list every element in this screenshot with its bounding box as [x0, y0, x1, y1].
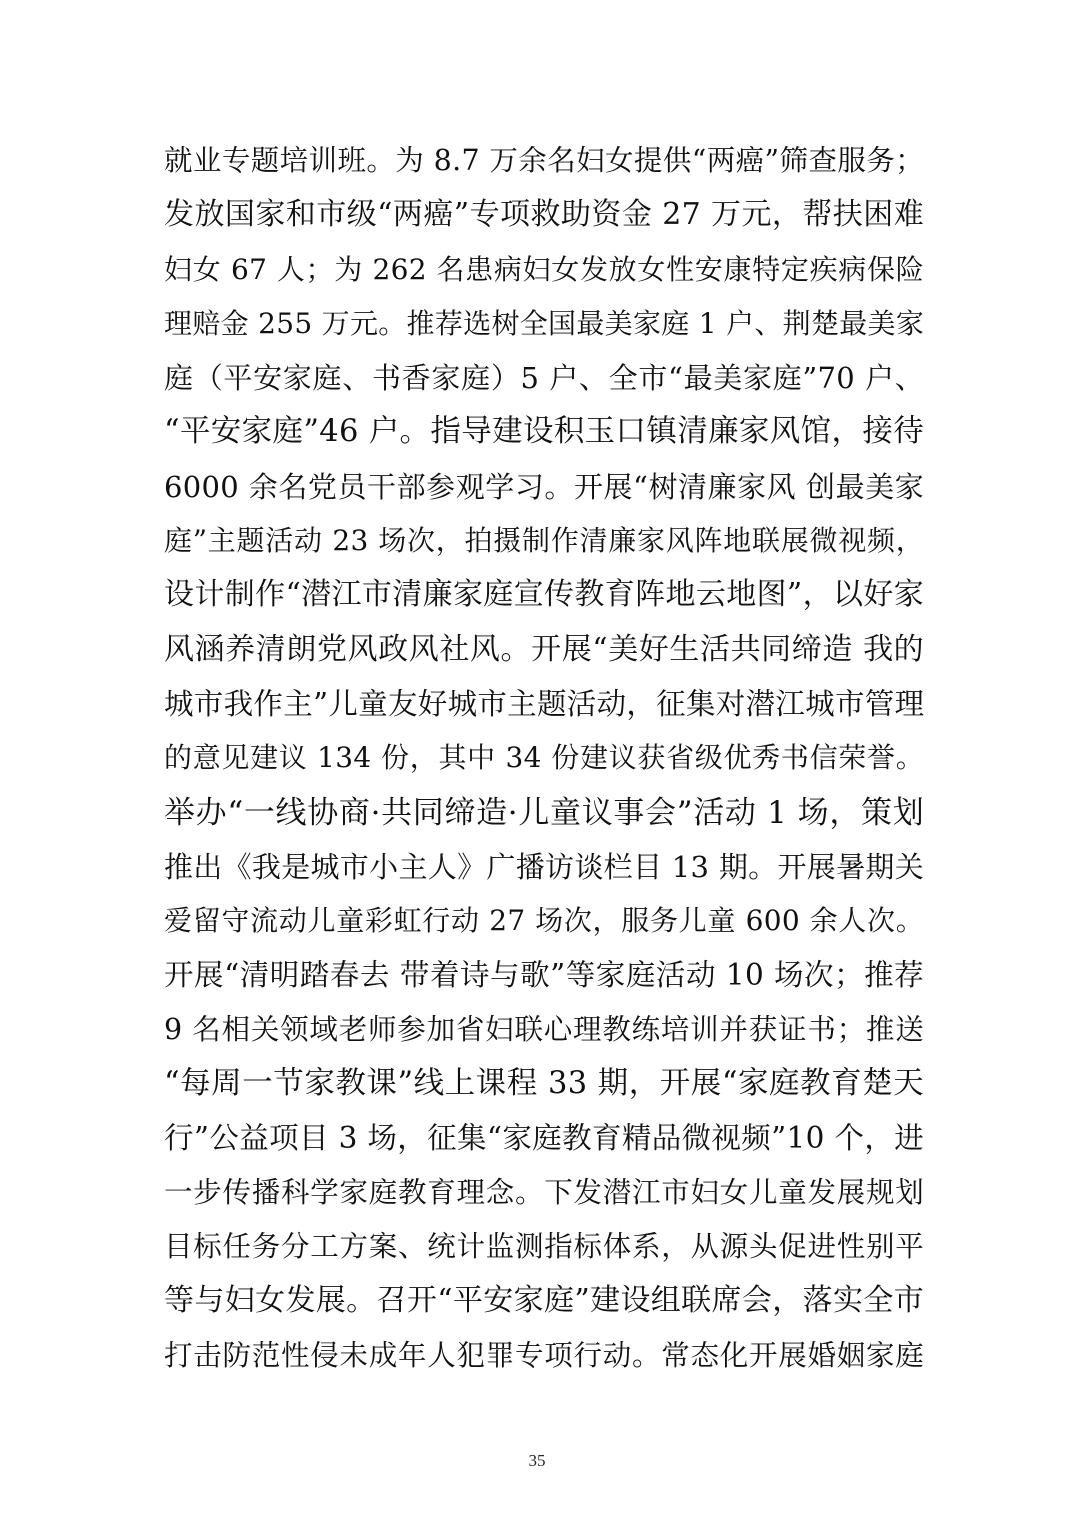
text-line: 爱留守流动儿童彩虹行动 27 场次，服务儿童 600 余人次。: [164, 904, 924, 938]
text-line: 9 名相关领域老师参加省妇联心理教练培训并获证书；推送: [164, 1012, 924, 1046]
text-line: 推出《我是城市小主人》广播访谈栏目 13 期。开展暑期关: [164, 849, 924, 884]
text-line: 打击防范性侵未成年人犯罪专项行动。常态化开展婚姻家庭: [164, 1338, 924, 1372]
text-line: 发放国家和市级“两癌”专项救助资金 27 万元，帮扶困难: [164, 197, 924, 233]
body-text: [164, 134, 924, 1383]
text-line: 行”公益项目 3 场，征集“家庭教育精品微视频”10 个，进: [164, 1121, 924, 1156]
text-line: 的意见建议 134 份，其中 34 份建议获省级优秀书信荣誉。: [164, 741, 924, 775]
text-line: “平安家庭”46 户。指导建设积玉口镇清廉家风馆，接待: [164, 414, 924, 450]
text-line: 设计制作“潜江市清廉家庭宣传教育阵地云地图”，以好家: [164, 577, 924, 613]
text-line: 城市我作主”儿童友好城市主题活动，征集对潜江城市管理: [164, 686, 925, 721]
text-line: 目标任务分工方案、统计监测指标体系，从源头促进性别平: [164, 1229, 924, 1263]
text-line: 就业专题培训班。为 8.7 万余名妇女提供“两癌”筛查服务；: [164, 144, 924, 177]
text-line: 风涵养清朗党风政风社风。开展“美好生活共同缔造 我的: [164, 631, 924, 667]
text-line: 一步传播科学家庭教育理念。下发潜江市妇女儿童发展规划: [164, 1175, 924, 1209]
text-line: 开展“清明踏春去 带着诗与歌”等家庭活动 10 场次；推荐: [164, 958, 924, 993]
text-line: 举办“一线协商·共同缔造·儿童议事会”活动 1 场，策划: [164, 794, 924, 831]
text-line: 庭（平安家庭、书香家庭）5 户、全市“最美家庭”70 户、: [164, 361, 924, 396]
text-line: 理赔金 255 万元。推荐选树全国最美家庭 1 户、荆楚最美家: [164, 306, 925, 340]
page-number: 35: [528, 1451, 546, 1470]
text-line: 等与妇女发展。召开“平安家庭”建设组联席会，落实全市: [164, 1283, 924, 1319]
text-line: “每周一节家教课”线上课程 33 期，开展“家庭教育楚天: [164, 1066, 924, 1102]
text-line: 6000 余名党员干部参观学习。开展“树清廉家风 创最美家: [164, 469, 924, 504]
text-line: 庭”主题活动 23 场次，拍摄制作清廉家风阵地联展微视频，: [164, 524, 924, 558]
text-line: 妇女 67 人；为 262 名患病妇女发放女性安康特定疾病保险: [164, 252, 924, 286]
